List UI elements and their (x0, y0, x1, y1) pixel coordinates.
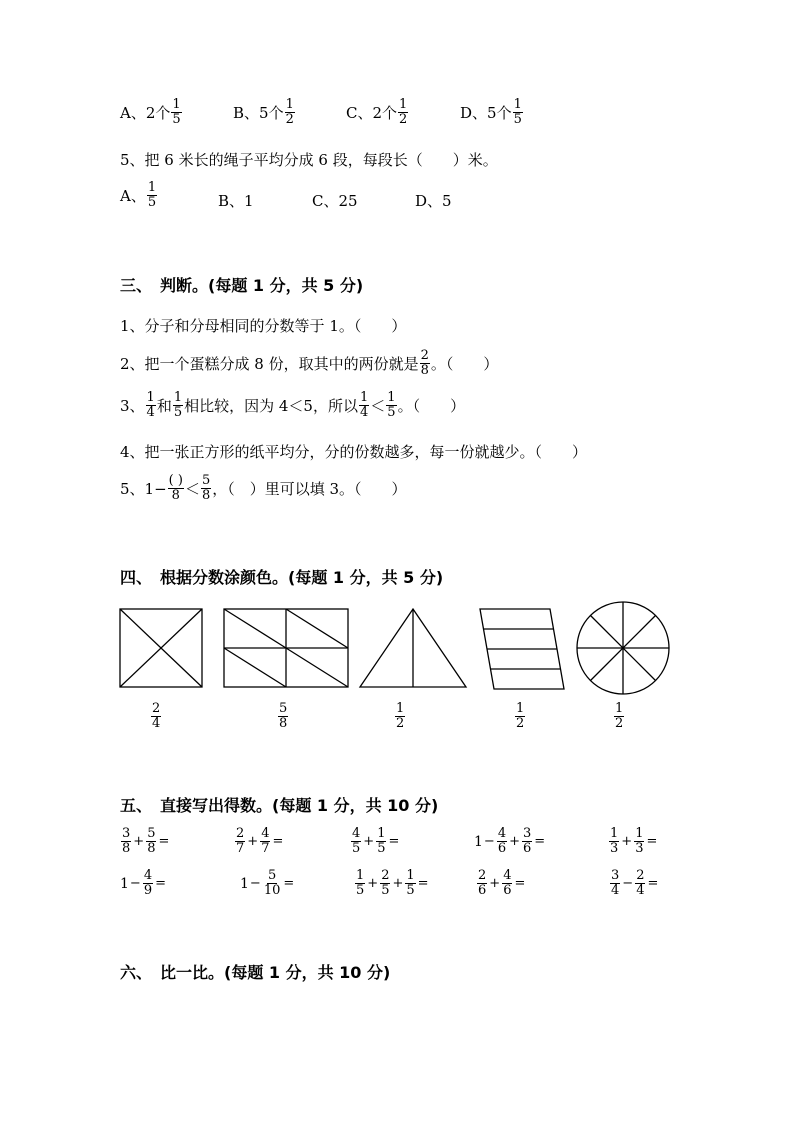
calc-r1c3: $\frac{4}{5}$ + $\frac{1}{5}$ = (352, 826, 400, 856)
parallelogram-shape[interactable] (478, 607, 566, 691)
sec3-item-1: 1、分子和分母相同的分数等于 1。（ ） (120, 317, 407, 335)
calc-r1c1: $\frac{3}{8}$ + $\frac{5}{8}$ = (122, 826, 170, 856)
q5-option-c: C、25 (312, 192, 358, 210)
q5-option-a (120, 181, 158, 210)
calc-r2c3: $\frac{1}{5}$ + $\frac{2}{5}$ + $\frac{1}{5}$ = (356, 868, 429, 898)
sec3-item-2: 2、把一个蛋糕分成 8 份，取其中的两份就是 $\frac{2}{8}$ 。（ ） (120, 348, 499, 378)
calc-r2c2: 1 − $\frac{5}{10}$ = (240, 868, 295, 898)
q4-option-d-prefix: D、5个 (460, 104, 512, 122)
sec3-item-5: 5、1− $\frac{( )}{8}$ ＜ $\frac{5}{8}$ ，（ ）里可以填 3。（ ） (120, 473, 407, 503)
rectangle-label: $\frac{5}{8}$ (279, 701, 288, 731)
sec3-item-4: 4、把一张正方形的纸平均分，分的份数越多，每一份就越少。（ ） (120, 443, 588, 461)
rectangle-shape[interactable] (222, 607, 350, 689)
section-5-heading: 五、 直接写出得数。(每题 1 分，共 10 分) (120, 796, 439, 815)
triangle-shape[interactable] (358, 607, 468, 689)
triangle-label: $\frac{1}{2}$ (396, 701, 405, 731)
calc-r2c5: $\frac{3}{4}$ − $\frac{2}{4}$ = (611, 868, 659, 898)
q4-option-a-prefix: A、2个 (120, 104, 171, 122)
q5-option-d: D、5 (415, 192, 452, 210)
q5-text: 5、把 6 米长的绳子平均分成 6 段，每段长（ ）米。 (120, 151, 498, 169)
calc-r1c2: $\frac{2}{7}$ + $\frac{4}{7}$ = (236, 826, 284, 856)
parallelogram-label: $\frac{1}{2}$ (516, 701, 525, 731)
section-6-heading: 六、 比一比。(每题 1 分，共 10 分) (120, 963, 391, 982)
q5-option-a-prefix: A、 (120, 187, 146, 205)
q5-option-a-fraction: $\frac{1}{5}$ (147, 180, 157, 210)
calc-r1c4: 1 − $\frac{4}{6}$ + $\frac{3}{6}$ = (474, 826, 546, 856)
q4-option-d (460, 98, 524, 127)
square-label: $\frac{2}{4}$ (152, 701, 161, 731)
q4-option-c-fraction: $\frac{1}{2}$ (399, 97, 408, 127)
q4-option-a (120, 98, 183, 127)
q4-option-c-prefix: C、2个 (346, 104, 398, 122)
sec3-item-3: 3、 $\frac{1}{4}$ 和 $\frac{1}{5}$ 相比较，因为 4＜5，所以 $\frac{1}{4}$ ＜ $\frac{1}{5}$ 。（ ） (120, 390, 466, 420)
q5-option-b: B、1 (218, 192, 254, 210)
calc-r1c5: $\frac{1}{3}$ + $\frac{1}{3}$ = (610, 826, 658, 856)
circle-label: $\frac{1}{2}$ (615, 701, 624, 731)
calc-r2c4: $\frac{2}{6}$ + $\frac{4}{6}$ = (478, 868, 526, 898)
square-shape[interactable] (118, 607, 204, 689)
circle-shape[interactable] (573, 600, 673, 696)
q4-option-a-fraction: $\frac{1}{5}$ (172, 97, 181, 127)
section-3-heading: 三、 判断。(每题 1 分，共 5 分) (120, 276, 364, 295)
section-4-heading: 四、 根据分数涂颜色。(每题 1 分，共 5 分) (120, 568, 444, 587)
q4-option-b-fraction: $\frac{1}{2}$ (285, 97, 294, 127)
q4-option-b-prefix: B、5个 (233, 104, 284, 122)
q4-option-d-fraction: $\frac{1}{5}$ (513, 97, 522, 127)
calc-r2c1: 1 − $\frac{4}{9}$ = (120, 868, 167, 898)
q4-option-b (233, 98, 296, 127)
q4-option-c (346, 98, 409, 127)
